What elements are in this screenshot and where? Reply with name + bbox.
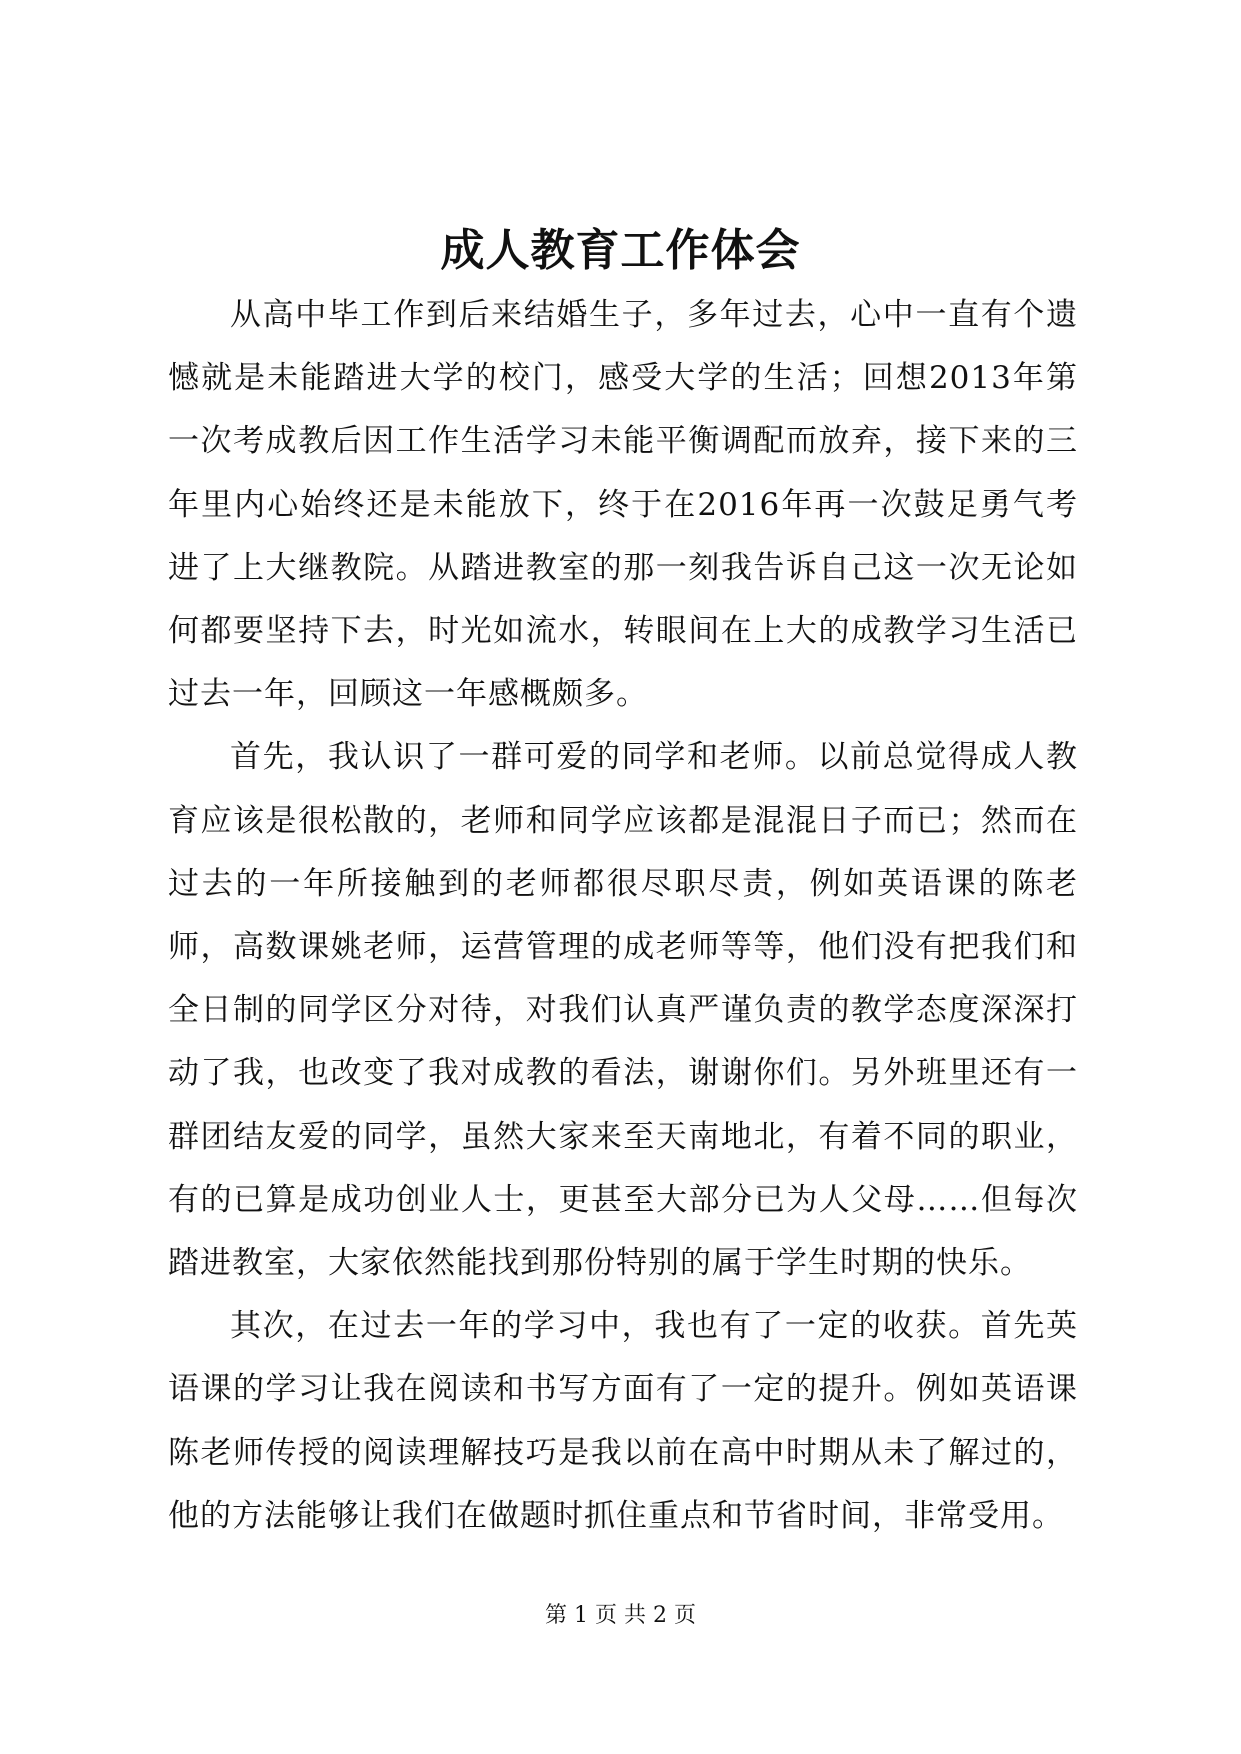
document-title: 成人教育工作体会: [440, 225, 801, 276]
paragraph-3: 其次，在过去一年的学习中，我也有了一定的收获。首先英语课的学习让我在阅读和书写方面有了一定的提升。例如英语课陈老师传授的阅读理解技巧是我以前在高中时期从未了解过的，他的方法能够让我们在做题时抓住重点和节省时间，非常受用。: [168, 1308, 1078, 1534]
page-number-footer: 第 1 页 共 2 页: [545, 1603, 696, 1628]
paragraph-1: 从高中毕工作到后来结婚生子，多年过去，心中一直有个遗憾就是未能踏进大学的校门，感受大学的生活；回想2013年第一次考成教后因工作生活学习未能平衡调配而放弃，接下来的三年里内心始终还是未能放下，终于在2016年再一次鼓足勇气考进了上大继教院。从踏进教室的那一刻我告诉自己这一次无论如何都要坚持下去，时光如流水，转眼间在上大的成教学习生活已过去一年，回顾这一年感概颇多。: [168, 297, 1078, 713]
document-body: [168, 284, 1078, 1548]
paragraph-2: 首先，我认识了一群可爱的同学和老师。以前总觉得成人教育应该是很松散的，老师和同学应该都是混混日子而已；然而在过去的一年所接触到的老师都很尽职尽责，例如英语课的陈老师，高数课姚老师，运营管理的成老师等等，他们没有把我们和全日制的同学区分对待，对我们认真严谨负责的教学态度深深打动了我，也改变了我对成教的看法，谢谢你们。另外班里还有一群团结友爱的同学，虽然大家来至天南地北，有着不同的职业，有的已算是成功创业人士，更甚至大部分已为人父母……但每次踏进教室，大家依然能找到那份特别的属于学生时期的快乐。: [168, 739, 1078, 1282]
